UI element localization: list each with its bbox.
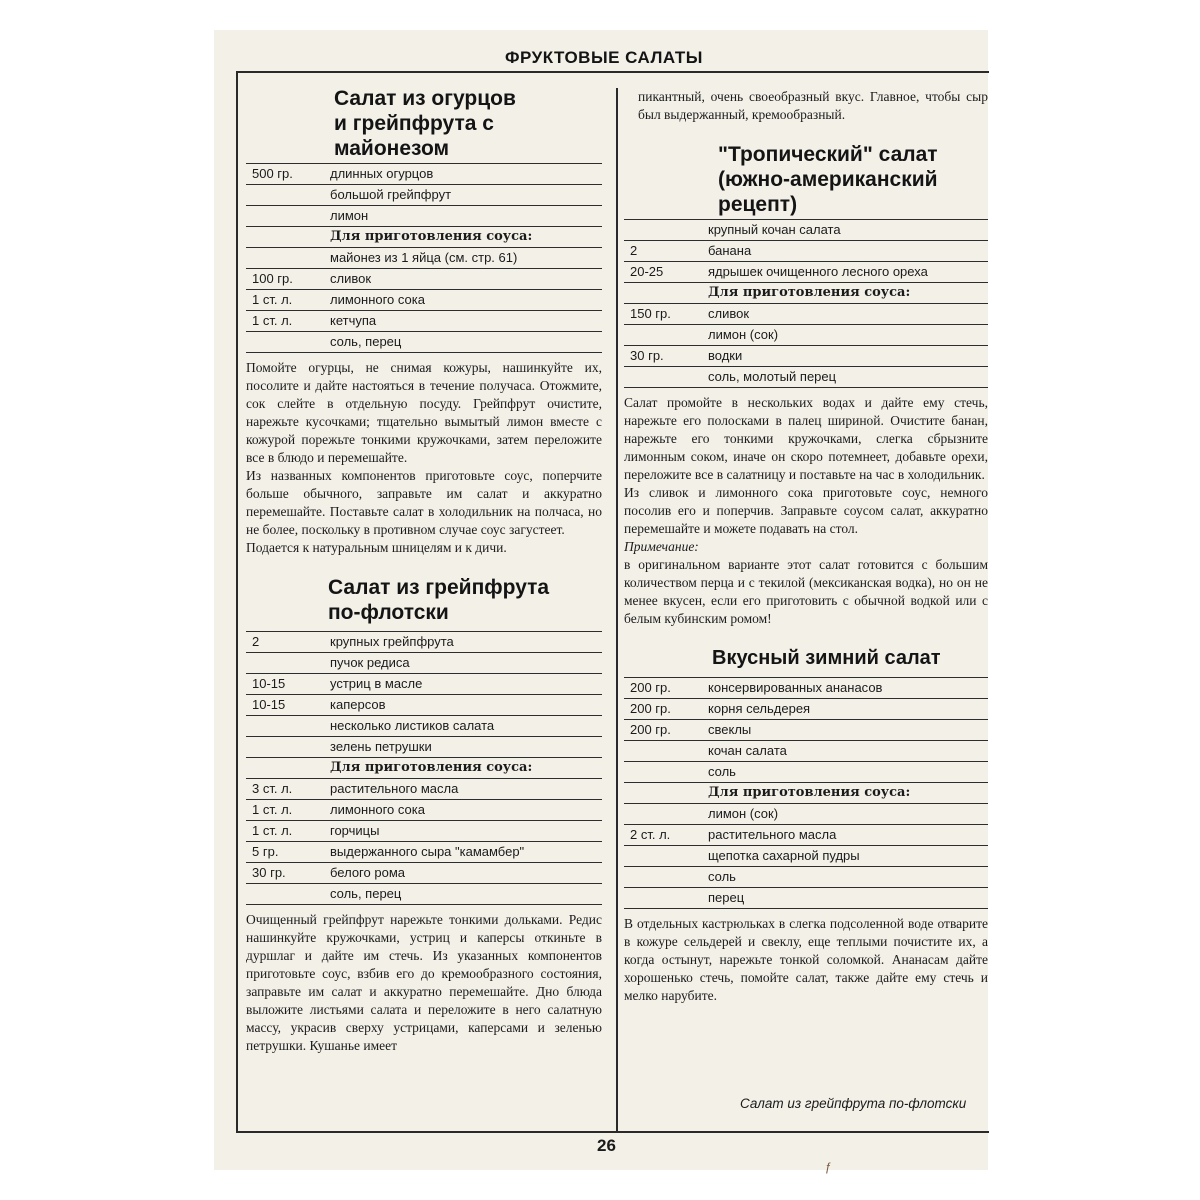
- ingredient-quantity: [246, 332, 330, 352]
- sauce-subheading-row: [624, 283, 988, 304]
- recipe-instructions: [624, 915, 988, 1005]
- ingredient-table: [624, 219, 988, 388]
- ingredient-quantity: [624, 220, 708, 240]
- ingredient-quantity: 30 гр.: [630, 348, 664, 363]
- left-column: [246, 86, 602, 1055]
- scan-mark: ƒ: [825, 1160, 832, 1174]
- ingredient-row: [246, 311, 602, 332]
- ingredient-name: несколько листиков салата: [330, 718, 495, 733]
- ingredient-row: [246, 248, 602, 269]
- ingredient-name: соль: [708, 764, 736, 779]
- ingredient-quantity: 10-15: [252, 697, 286, 712]
- ingredient-quantity: [624, 367, 708, 387]
- ingredient-quantity: 1 ст. л.: [252, 823, 293, 838]
- ingredient-quantity: [246, 716, 330, 736]
- ingredient-quantity: [624, 867, 708, 887]
- ingredient-row: [624, 825, 988, 846]
- ingredient-quantity: [624, 783, 708, 803]
- recipe-title-line: майонезом: [334, 137, 450, 160]
- ingredient-name: растительного масла: [330, 781, 459, 796]
- ingredient-quantity: [246, 248, 330, 268]
- instruction-paragraph: Помойте огурцы, не снимая кожуры, нашинкуйте их, посолите и дайте настояться в течение получаса. Отожмите, сок слейте в отдельную посуду. Грейпфрут очистите, нарежьте кусочками; тщательно вымытый лимон вместе с кожурой порежьте тонкими кружочками, затем переложите все в блюдо и перемешайте.: [246, 360, 602, 465]
- recipe-title: [718, 142, 988, 217]
- continued-paragraph: пикантный, очень своеобразный вкус. Главное, чтобы сыр был выдержанный, кремообразный.: [638, 89, 988, 122]
- ingredient-quantity: 20-25: [630, 264, 664, 279]
- ingredient-name: горчицы: [330, 823, 380, 838]
- ingredient-quantity: 10-15: [252, 676, 286, 691]
- ingredient-quantity: 1 ст. л.: [252, 313, 293, 328]
- ingredient-quantity: 2 ст. л.: [630, 827, 671, 842]
- ingredient-row: [624, 762, 988, 783]
- ingredient-name: каперсов: [330, 697, 386, 712]
- ingredient-name: лимон (сок): [708, 327, 779, 342]
- ingredient-name: майонез из 1 яйца (см. стр. 61): [330, 250, 518, 265]
- recipe-title-line: рецепт): [718, 193, 798, 216]
- sauce-subheading: Для приготовления соуса:: [330, 229, 533, 244]
- ingredient-quantity: 30 гр.: [252, 865, 286, 880]
- ingredient-quantity: [246, 884, 330, 904]
- ingredient-quantity: [624, 888, 708, 908]
- ingredient-row: [246, 290, 602, 311]
- instruction-paragraph: В отдельных кастрюльках в слегка подсоленной воде отварите в кожуре сельдерей и свеклу, еще теплыми почистите их, а когда остынут, нарежьте тонкой соломкой. Ананасам дайте хорошенько стечь, помойте салат, также дайте ему стечь и мелко нарубите.: [624, 916, 988, 1003]
- ingredient-name: соль, перец: [330, 334, 402, 349]
- ingredient-name: лимон (сок): [708, 806, 779, 821]
- ingredient-quantity: 500 гр.: [252, 166, 293, 181]
- ingredient-row: [624, 262, 988, 283]
- ingredient-name: кочан салата: [708, 743, 787, 758]
- ingredient-name: белого рома: [330, 865, 405, 880]
- ingredient-name: растительного масла: [708, 827, 837, 842]
- ingredient-row: [246, 779, 602, 800]
- ingredient-table: [246, 163, 602, 353]
- section-title: ФРУКТОВЫЕ САЛАТЫ: [505, 48, 703, 67]
- ingredient-name: зелень петрушки: [330, 739, 432, 754]
- recipe-title-line: Салат из грейпфрута: [328, 576, 550, 599]
- ingredient-quantity: [246, 185, 330, 205]
- recipe-title-line: "Тропический" салат: [718, 143, 938, 166]
- sauce-subheading-row: [246, 227, 602, 248]
- ingredient-name: выдержанного сыра "камамбер": [330, 844, 525, 859]
- ingredient-name: банана: [708, 243, 752, 258]
- ingredient-row: [624, 867, 988, 888]
- ingredient-quantity: [246, 206, 330, 226]
- sauce-subheading-row: [246, 758, 602, 779]
- instruction-paragraph: Салат промойте в нескольких водах и дайте ему стечь, нарежьте его полосками в палец шириной. Очистите банан, нарежьте его тонкими кружочками, слегка сбрызните лимонным соком, иначе он скоро потемнеет, добавьте орехи, переложите все в салатницу и поставьте на час в холодильник.: [624, 395, 988, 482]
- note-label: Примечание:: [624, 539, 699, 554]
- ingredient-quantity: [246, 653, 330, 673]
- recipe-title: [328, 575, 602, 625]
- ingredient-quantity: 200 гр.: [630, 722, 671, 737]
- ingredient-name: большой грейпфрут: [330, 187, 452, 202]
- ingredient-name: сливок: [330, 271, 372, 286]
- ingredient-name: ядрышек очищенного лесного ореха: [708, 264, 928, 279]
- ingredient-quantity: [624, 325, 708, 345]
- photo-caption: Салат из грейпфрута по-флотски: [740, 1096, 967, 1111]
- ingredient-quantity: 1 ст. л.: [252, 802, 293, 817]
- ingredient-name: пучок редиса: [330, 655, 410, 670]
- ingredient-quantity: 3 ст. л.: [252, 781, 293, 796]
- ingredient-row: [624, 804, 988, 825]
- ingredient-row: [624, 741, 988, 762]
- ingredient-name: консервированных ананасов: [708, 680, 883, 695]
- ingredient-row: [246, 269, 602, 290]
- ingredient-quantity: 150 гр.: [630, 306, 671, 321]
- ingredient-quantity: 200 гр.: [630, 680, 671, 695]
- ingredient-quantity: [246, 758, 330, 778]
- ingredient-row: [624, 304, 988, 325]
- ingredient-name: щепотка сахарной пудры: [708, 848, 860, 863]
- ingredient-row: [624, 241, 988, 262]
- ingredient-row: [624, 720, 988, 741]
- ingredient-quantity: [624, 283, 708, 303]
- ingredient-row: [246, 800, 602, 821]
- recipe-instructions: [246, 911, 602, 1055]
- page-number: 26: [597, 1136, 616, 1155]
- ingredient-name: сливок: [708, 306, 750, 321]
- recipe-instructions: [246, 359, 602, 557]
- recipe-instructions: [624, 394, 988, 628]
- instruction-paragraph: Подается к натуральным шницелям и к дичи.: [246, 540, 507, 555]
- ingredient-name: свеклы: [708, 722, 752, 737]
- ingredient-row: [246, 842, 602, 863]
- ingredient-row: [246, 332, 602, 353]
- ingredient-quantity: 200 гр.: [630, 701, 671, 716]
- ingredient-quantity: [624, 804, 708, 824]
- ingredient-row: [624, 346, 988, 367]
- recipe-title: [712, 646, 988, 671]
- ingredient-name: крупный кочан салата: [708, 222, 841, 237]
- ingredient-row: [624, 699, 988, 720]
- instruction-paragraph: Из сливок и лимонного сока приготовьте соус, немного посолив его и поперчив. Заправьте соусом салат, аккуратно перемешайте и можете подавать на стол.: [624, 485, 988, 536]
- ingredient-quantity: [624, 741, 708, 761]
- recipe-title-line: Салат из огурцов: [334, 87, 516, 110]
- ingredient-name: перец: [708, 890, 745, 905]
- ingredient-quantity: [246, 227, 330, 247]
- ingredient-quantity: 2: [252, 634, 260, 649]
- sauce-subheading: Для приготовления соуса:: [708, 785, 911, 800]
- sauce-subheading: Для приготовления соуса:: [708, 285, 911, 300]
- right-column: [624, 88, 988, 1005]
- ingredient-quantity: [624, 762, 708, 782]
- ingredient-name: соль, перец: [330, 886, 402, 901]
- ingredient-row: [246, 206, 602, 227]
- ingredient-row: [246, 653, 602, 674]
- ingredient-name: лимонного сока: [330, 802, 425, 817]
- ingredient-row: [246, 695, 602, 716]
- ingredient-row: [624, 325, 988, 346]
- ingredient-row: [246, 185, 602, 206]
- ingredient-quantity: 5 гр.: [252, 844, 279, 859]
- ingredient-name: лимон: [330, 208, 369, 223]
- ingredient-row: [246, 163, 602, 185]
- ingredient-name: лимонного сока: [330, 292, 425, 307]
- ingredient-row: [624, 888, 988, 909]
- ingredient-name: водки: [708, 348, 743, 363]
- sauce-subheading-row: [624, 783, 988, 804]
- ingredient-name: корня сельдерея: [708, 701, 811, 716]
- ingredient-row: [246, 674, 602, 695]
- instruction-paragraph: Из названных компонентов приготовьте соус, поперчите больше обычного, заправьте им салат и аккуратно перемешайте. Поставьте салат в холодильник на полчаса, но не более, поскольку в противном случае соус загустеет.: [246, 468, 602, 537]
- recipe-title-line: по-флотски: [328, 601, 449, 624]
- recipe-title: [334, 86, 602, 161]
- ingredient-row: [624, 367, 988, 388]
- ingredient-row: [246, 821, 602, 842]
- note-text: в оригинальном варианте этот салат готовится с большим количеством перца и с текилой (мексиканская водка), но он не менее вкусен, если его приготовить с обычной водкой или с белым кубинским ромом!: [624, 557, 988, 626]
- recipe-title-line: и грейпфрута с: [334, 112, 494, 135]
- sauce-subheading: Для приготовления соуса:: [330, 760, 533, 775]
- ingredient-row: [246, 863, 602, 884]
- ingredient-quantity: [624, 846, 708, 866]
- ingredient-row: [624, 219, 988, 241]
- ingredient-quantity: 100 гр.: [252, 271, 293, 286]
- ingredient-row: [624, 846, 988, 867]
- ingredient-row: [246, 631, 602, 653]
- ingredient-row: [246, 884, 602, 905]
- ingredient-name: соль: [708, 869, 736, 884]
- ingredient-name: соль, молотый перец: [708, 369, 837, 384]
- ingredient-quantity: [246, 737, 330, 757]
- ingredient-name: длинных огурцов: [330, 166, 434, 181]
- ingredient-name: кетчупа: [330, 313, 377, 328]
- ingredient-row: [246, 716, 602, 737]
- ingredient-row: [246, 737, 602, 758]
- ingredient-quantity: 1 ст. л.: [252, 292, 293, 307]
- column-divider: [616, 88, 618, 1133]
- recipe-title-line: (южно-американский: [718, 168, 938, 191]
- ingredient-name: крупных грейпфрута: [330, 634, 454, 649]
- ingredient-row: [624, 677, 988, 699]
- ingredient-quantity: 2: [630, 243, 638, 258]
- ingredient-name: устриц в масле: [330, 676, 423, 691]
- ingredient-table: [624, 677, 988, 909]
- recipe-title-line: Вкусный зимний салат: [712, 647, 941, 669]
- instruction-paragraph: Очищенный грейпфрут нарежьте тонкими дольками. Редис нашинкуйте кружочками, устриц и каперсы откиньте в дуршлаг и дайте им стечь. Из указанных компонентов приготовьте соус, взбив его до кремообразного состояния, заправьте им салат и аккуратно перемешайте. Дно блюда выложите листьями салата и переложите в него салатную массу, украсив сверху устрицами, каперсами и зеленью петрушки. Кушанье имеет: [246, 912, 602, 1053]
- ingredient-table: [246, 631, 602, 905]
